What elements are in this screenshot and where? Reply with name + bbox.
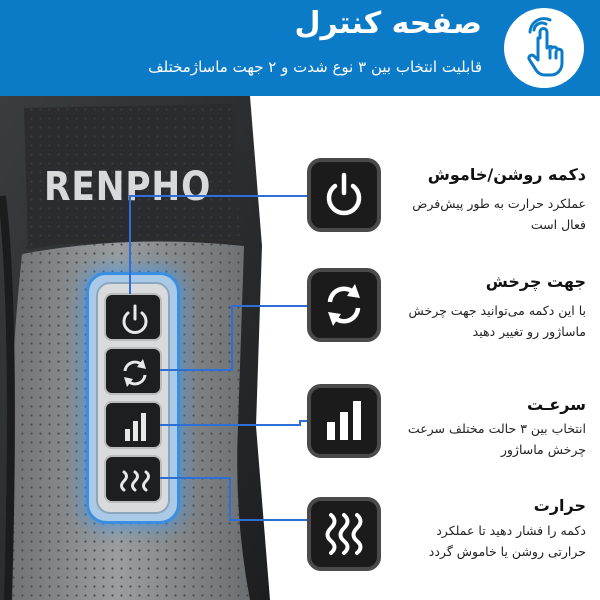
feature-heat-title: حرارت (533, 496, 586, 515)
feature-speed-title: سرعـت (526, 395, 586, 414)
header-banner (0, 0, 600, 96)
heat-waves-icon (311, 501, 377, 567)
device-direction-button[interactable] (104, 347, 162, 395)
hand-tap-icon (504, 8, 584, 88)
feature-power-title: دکمه روشن/خاموش (427, 165, 586, 184)
device-power-button[interactable] (104, 293, 162, 341)
heat-waves-icon (106, 457, 164, 505)
speed-bars-icon (106, 403, 164, 451)
feature-direction-title: جهت چرخش (485, 272, 586, 291)
device-speed-button[interactable] (104, 401, 162, 449)
feature-heat-icon-tile (307, 497, 381, 571)
feature-direction-icon-tile (307, 268, 381, 342)
feature-direction-description: با این دکمه می‌توانید جهت چرخش ماساژور رو تغییر دهید (408, 303, 586, 339)
feature-heat-description: دکمه را فشار دهید تا عملکرد حرارتی روشن یا خاموش گردد (428, 523, 586, 559)
power-icon (106, 295, 164, 343)
brand-logo: RENPHO (44, 164, 212, 210)
feature-power-icon-tile (307, 158, 381, 232)
page-title: صفحه کنترل (294, 6, 482, 41)
feature-speed-icon-tile (307, 384, 381, 458)
speed-bars-icon (311, 388, 377, 454)
device-heat-button[interactable] (104, 455, 162, 503)
rotate-icon (311, 272, 377, 338)
page-subtitle: قابلیت انتخاب بین ۳ نوع شدت و ۲ جهت ماساژمختلف (148, 58, 482, 76)
feature-speed-description: انتخاب بین ۳ حالت مختلف سرعت چرخش ماساژور (407, 421, 586, 457)
power-icon (311, 162, 377, 228)
feature-power-description: عملکرد حرارت به طور پیش‌فرض فعال است (412, 196, 586, 232)
rotate-icon (106, 349, 164, 397)
